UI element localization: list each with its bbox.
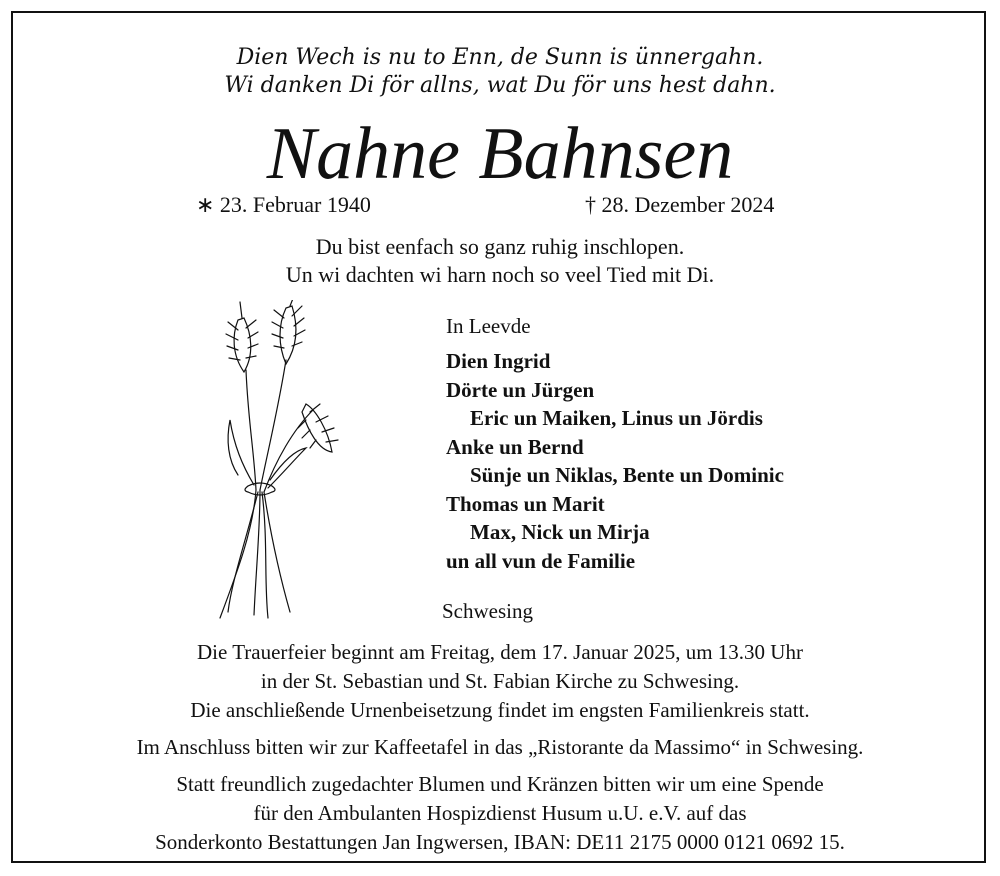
death-date: † 28. Dezember 2024	[585, 192, 775, 217]
place-name: Schwesing	[442, 599, 533, 623]
verse	[0, 233, 1000, 289]
mourner-line: Eric un Maiken, Linus un Jördis	[470, 406, 763, 430]
motto	[0, 44, 1000, 100]
mourner-line: Dien Ingrid	[446, 349, 551, 373]
mourner-line: Sünje un Niklas, Bente un Dominic	[470, 463, 784, 487]
donation-line: für den Ambulanten Hospizdienst Husum u.U. e.V. auf das	[253, 801, 747, 825]
donation-line: Sonderkonto Bestattungen Jan Ingwersen, IBAN: DE11 2175 0000 0121 0692 15.	[155, 830, 845, 854]
ceremony-line: Die anschließende Urnenbeisetzung findet im engsten Familienkreis statt.	[190, 698, 810, 722]
birth-date: ∗ 23. Februar 1940	[196, 192, 371, 217]
mourner-line: un all vun de Familie	[446, 548, 636, 573]
mourner-line: Dörte un Jürgen	[446, 377, 595, 402]
ceremony-line: Die Trauerfeier beginnt am Freitag, dem 17. Januar 2025, um 13.30 Uhr	[197, 640, 803, 664]
mourners-list	[446, 312, 784, 575]
deceased-name: Nahne Bahnsen	[266, 113, 734, 195]
ceremony-line: in der St. Sebastian und St. Fabian Kirche zu Schwesing.	[260, 669, 740, 693]
motto-line: Dien Wech is nu to Enn, de Sunn is ünnergahn.	[236, 45, 764, 70]
motto-line: Wi danken Di för allns, wat Du för uns hest dahn.	[224, 73, 776, 98]
in-love-label: In Leevde	[446, 314, 531, 338]
mourner-line: Thomas un Marit	[446, 491, 605, 516]
verse-line: Un wi dachten wi harn noch so veel Tied mit Di.	[285, 262, 715, 287]
mourner-line: Max, Nick un Mirja	[470, 520, 650, 544]
wheat-sheaf-icon	[198, 300, 348, 625]
mourner-line: Anke un Bernd	[446, 434, 584, 459]
funeral-notice	[0, 638, 1000, 857]
coffee-line: Im Anschluss bitten wir zur Kaffeetafel in das „Ristorante da Massimo“ in Schwesing.	[136, 735, 864, 759]
donation-line: Statt freundlich zugedachter Blumen und Kränzen bitten wir um eine Spende	[176, 772, 824, 796]
verse-line: Du bist eenfach so ganz ruhig inschlopen.	[315, 234, 685, 259]
